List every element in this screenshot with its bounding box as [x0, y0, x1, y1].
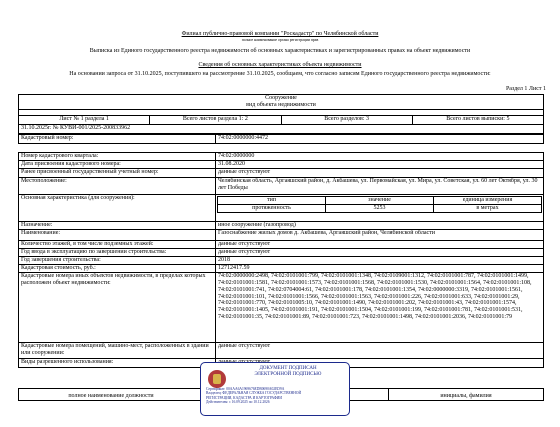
emblem-icon	[208, 370, 226, 388]
row-value: 74:02:0000000	[216, 153, 544, 161]
cadastral-table	[18, 134, 544, 144]
sections-count: Всего разделов: 3	[281, 115, 412, 124]
sheets-total: Всего листов выписки: 5	[412, 115, 543, 124]
row-label: Год завершения строительства:	[19, 256, 216, 264]
cadastral-label: Кадастровый номер:	[19, 135, 216, 144]
object-type-caption: вид объекта недвижимости	[246, 101, 316, 108]
char-type: протяженность	[218, 205, 326, 213]
doc-subtitle: Сведения об основных характеристиках объекта недвижимости	[198, 62, 362, 68]
object-type: Сооружение	[265, 95, 297, 101]
row-label: Ранее присвоенный государственный учетный номер:	[19, 169, 216, 178]
characteristic-label: Основная характеристика (для сооружения):	[19, 195, 216, 222]
stamp-title-2: ЭЛЕКТРОННОЙ ПОДПИСЬЮ	[254, 371, 322, 377]
doc-reference: 31.10.2025г. № КУВИ-001/2025-200833962	[19, 124, 544, 133]
org-name: Филиал публично-правовой компании "Роскадастр" по Челябинской области	[181, 31, 379, 37]
section-ref: Раздел 1 Лист 1	[505, 86, 546, 92]
sheet-number: Лист № 1 раздела 1	[19, 115, 150, 124]
row-label: Номер кадастрового квартала:	[19, 153, 216, 161]
row-label: Назначение:	[19, 222, 216, 230]
intro-text: На основании запроса от 31.10.2025, поступившего на рассмотрение 31.10.2025, сообщаем, что согласно записям Единого государственного реестра недвижимости:	[69, 71, 491, 77]
row-value: 12712417.59	[216, 264, 544, 272]
initials-caption: инициалы, фамилия	[389, 389, 544, 401]
sheets-in-section: Всего листов раздела 1: 2	[150, 115, 281, 124]
row-label: Количество этажей, в том числе подземных этажей:	[19, 240, 216, 248]
row-value: 31.08.2020	[216, 161, 544, 169]
position-caption: полное наименование должности	[19, 389, 204, 401]
stamp-owner-cont: РЕГИСТРАЦИИ, КАДАСТРА И КАРТОГРАФИИ	[206, 395, 282, 400]
other-objects-value: 74:02:0000000:2498, 74:02:0101001:799, 74:02:0101001:1348, 74:02:0109001:1312, 74:02:0101001:787, 74:02:0101001:1499, 74:02:0101001:1581, 74:02:0101001:1573, 74:02:0101001:1568, 74:02:0101001:1530, 74:02:0101001:1564, 74:02:0101001:108, 74:02:0101001:741, 74:02:0704004:61, 74:02:0101001:178, 74:02:0101001:1354, 74:02:0000000:3319, 74:02:0101001:1561, 74:02:0101001:101, 74:02:0101001:1566, 74:02:0101001:1563, 74:02:0101001:226, 74:02:0101001:633, 74:02:0101001:29, 74:02:0101001:770, 74:02:0101005:10, 74:02:0101001:1490, 74:02:0101001:202, 74:02:0101001:43, 74:02:0101001:1574, 74:02:0101001:1405, 74:02:0101001:191, 74:02:0101001:1504, 74:02:0101001:199, 74:02:0101001:781, 74:02:0101001:531, 74:02:0101001:35, 74:02:0101001:89, 74:02:0101001:723, 74:02:0101001:1498, 74:02:0101001:2036, 74:02:0101001:79	[216, 272, 544, 342]
stamp-validity: Действителен: с 16.09.2025 по 10.12.2026	[206, 399, 270, 404]
char-header-type: тип	[218, 197, 326, 205]
row-label: Дата присвоения кадастрового номера:	[19, 161, 216, 169]
doc-title: Выписка из Единого государственного реестра недвижимости об основных характеристиках и зарегистрированных правах на объект недвижимости	[89, 48, 471, 54]
object-type-cell	[19, 95, 544, 110]
stamp-certificate: Сертификат: 00AAA6A1969676EDB0690A02ED9A	[206, 387, 285, 391]
row-label: Местоположение:	[19, 178, 216, 195]
char-header-value: значение	[326, 197, 434, 205]
characteristic-cell	[216, 195, 544, 222]
row-value: данные отсутствуют	[216, 248, 544, 256]
row-value: данные отсутствуют	[216, 342, 544, 358]
row-label: Кадастровая стоимость, руб.:	[19, 264, 216, 272]
main-table	[18, 94, 544, 134]
row-label: Год ввода в эксплуатацию по завершении строительства:	[19, 248, 216, 256]
row-label: Кадастровые номера помещений, машино-мест, расположенных в здании или сооружении:	[19, 342, 216, 358]
row-value: иное сооружение (газопровод)	[216, 222, 544, 230]
row-value: данные отсутствуют	[216, 169, 544, 178]
cadastral-value: 74:02:0000000:4472	[216, 135, 544, 144]
stamp-owner: Владелец: ФЕДЕРАЛЬНАЯ СЛУЖБА ГОСУДАРСТВЕННОЙ	[206, 391, 302, 396]
characteristic-table	[217, 196, 542, 213]
details-table	[18, 152, 544, 368]
char-header-unit: единица измерения	[434, 197, 542, 205]
char-value: 5253	[326, 205, 434, 213]
row-value: Челябинская область, Аргаяшский район, д. Акбашева, ул. Первомайская, ул. Мира, ул. Советская, ул. 60 лет Октября, ул. 30 лет Победы	[216, 178, 544, 195]
row-value: 2018	[216, 256, 544, 264]
row-label: Наименование:	[19, 229, 216, 240]
stamp-title-1: ДОКУМЕНТ ПОДПИСАН	[259, 366, 317, 371]
other-objects-label: Кадастровые номера иных объектов недвижимости, в пределах которых расположен объект недвижимости:	[19, 272, 216, 342]
row-label: Виды разрешенного использования:	[19, 358, 216, 367]
char-unit: в метрах	[434, 205, 542, 213]
org-caption: полное наименование органа регистрации прав	[241, 38, 319, 42]
e-signature-stamp	[200, 362, 350, 416]
row-value: Газоснабжение жилых домов д. Акбашева, Аргаяшский район, Челябинской области	[216, 229, 544, 240]
row-value: данные отсутствуют	[216, 240, 544, 248]
